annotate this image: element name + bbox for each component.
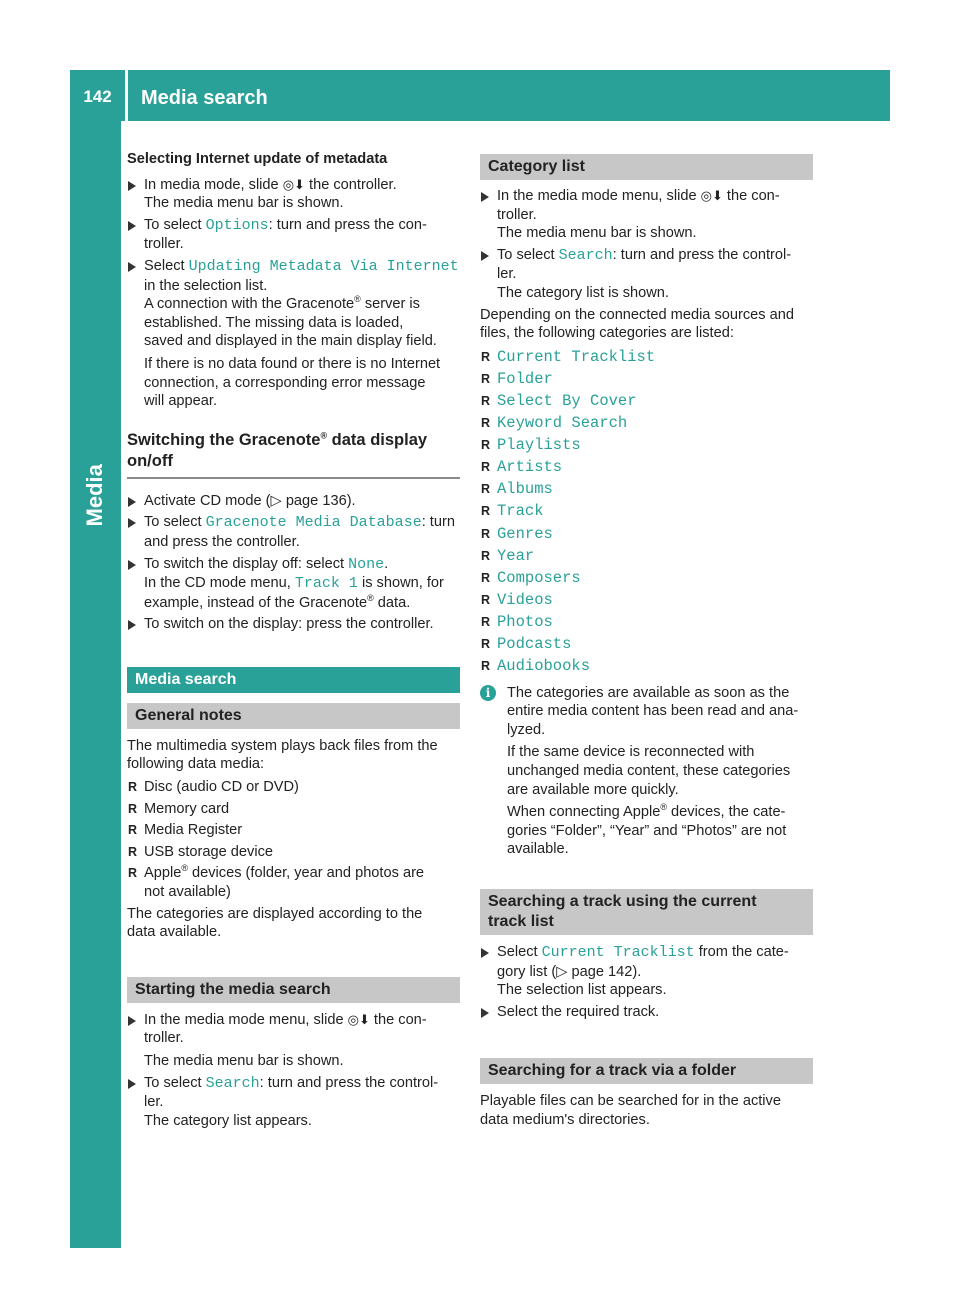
bullet-icon: R bbox=[128, 801, 138, 816]
list-item: R Apple® devices (folder, year and photos are not available) bbox=[128, 863, 425, 901]
bullet-icon: R bbox=[128, 866, 138, 881]
bullet-icon: R bbox=[481, 349, 491, 364]
step-arrow-icon bbox=[481, 251, 489, 261]
menu-option: None bbox=[348, 555, 385, 573]
left-column: Selecting Internet update of metadata In media mode, slide ◎⬇ the controller. The media menu bar is shown. To select Options: turn and press the con- troller. Select Updating Metadata Via Internet in the selection list. A connection with the Gracenote® server is established. The missing data is loaded, saved and displayed in the main display field. If there is no data found or there is no Internet connection, a corresponding error message will appear. Switching the Gracenote® data display on/off Activate CD mode (▷ page 136). To select Gracenote Media Database: turn and press the controller. To switch the display off: select None. In the CD mode menu, Track 1 is shown, for example, instead of the Gracenote® data. To switch on the display: press the controller. Media search General notes The multimedia system plays back files from the following data media: R Disc (audio CD or DVD) R Memory card R Media Register R USB storage device R Apple® devices (folder, year and photos are not available) The categories are displayed according to the data available. Starting the media search In the media mode menu, slide ◎⬇ the con- troller. The media menu bar is shown. To select Search: turn and press the control- ler. The category list appears. bbox=[127, 151, 459, 1129]
step-arrow-icon bbox=[481, 192, 489, 202]
side-tab bbox=[70, 121, 121, 1248]
section-bar-searching-folder: Searching for a track via a folder bbox=[480, 1058, 813, 1084]
category-item: R Podcasts bbox=[481, 634, 572, 653]
bullet-icon: R bbox=[481, 460, 491, 475]
controller-slide-icon: ◎⬇ bbox=[282, 176, 305, 192]
bullet-icon: R bbox=[128, 823, 138, 838]
section-bar-searching-current: Searching a track using the current track list bbox=[480, 889, 813, 935]
bullet-icon: R bbox=[128, 844, 138, 859]
step-arrow-icon bbox=[481, 1008, 489, 1018]
step: In media mode, slide ◎⬇ the controller. The media menu bar is shown. bbox=[127, 176, 460, 213]
category-item: R Albums bbox=[481, 480, 553, 499]
section-bar-general-notes: General notes bbox=[127, 703, 460, 729]
category-item: R Year bbox=[481, 546, 535, 565]
header-divider bbox=[125, 70, 128, 121]
menu-option: Options bbox=[205, 216, 269, 234]
step: In the media mode menu, slide ◎⬇ the con- troller. The media menu bar is shown. bbox=[480, 187, 813, 243]
step-arrow-icon bbox=[128, 262, 136, 272]
side-tab-label: Media bbox=[82, 463, 108, 527]
category-item: R Composers bbox=[481, 568, 581, 587]
list-item: R Media Register bbox=[128, 822, 243, 839]
step-arrow-icon bbox=[481, 948, 489, 958]
section-bar-starting: Starting the media search bbox=[127, 977, 460, 1003]
step: In the media mode menu, slide ◎⬇ the con- troller. The media menu bar is shown. bbox=[127, 1011, 460, 1071]
bullet-icon: R bbox=[481, 592, 491, 607]
menu-option: Updating Metadata Via Internet bbox=[188, 257, 459, 275]
step-arrow-icon bbox=[128, 560, 136, 570]
right-column: Category list In the media mode menu, slide ◎⬇ the con- troller. The media menu bar is shown. To select Search: turn and press the control- ler. The category list is shown. Depending on the connected media sources and files, the following categories are listed: R Current Tracklist R Folder R Select By Cover R Keyword Search R Playlists R Artists R Albums R Track R Genres R Year R Composers R Videos R Photos R Podcasts R Audiobooks i The categories are available as soon as the entire media content has been read and ana- lyzed. If the same device is reconnected with unchanged media content, these categories are available more quickly. When connecting Apple® devices, the cate- gories “Folder”, “Year” and “Photos” are not available. Searching a track using the current track list Select Current Tracklist from the cate- gory list (▷ page 142). The selection list appears. Select the required track. Searching for a track via a folder Playable files can be searched for in the active data medium's directories. bbox=[480, 150, 813, 1130]
step-arrow-icon bbox=[128, 181, 136, 191]
bullet-icon: R bbox=[481, 393, 491, 408]
bullet-icon: R bbox=[481, 504, 491, 519]
section-bar-category-list: Category list bbox=[480, 154, 813, 180]
bullet-icon: R bbox=[481, 482, 491, 497]
step: To switch the display off: select None. In the CD mode menu, Track 1 is shown, for example, instead of the Gracenote® data. bbox=[127, 555, 460, 613]
step-arrow-icon bbox=[128, 620, 136, 630]
category-item: R Track bbox=[481, 502, 544, 521]
menu-option: Current Tracklist bbox=[541, 944, 695, 961]
step: To select Search: turn and press the control- ler. The category list appears. bbox=[127, 1074, 460, 1131]
step: To select Gracenote Media Database: turn and press the controller. bbox=[127, 513, 460, 551]
category-item: R Select By Cover bbox=[481, 391, 637, 410]
section-heading-metadata: Selecting Internet update of metadata bbox=[127, 151, 388, 167]
page-ref-icon: ▷ bbox=[270, 492, 282, 509]
bullet-icon: R bbox=[481, 570, 491, 585]
step-arrow-icon bbox=[128, 518, 136, 528]
controller-slide-icon: ◎⬇ bbox=[347, 1011, 370, 1027]
step: Activate CD mode (▷ page 136). bbox=[127, 492, 460, 511]
category-item: R Folder bbox=[481, 369, 553, 388]
menu-option: Search bbox=[205, 1074, 260, 1092]
step: Select Updating Metadata Via Internet in the selection list. A connection with the Gracenote® server is established. The missing data is loaded, saved and displayed in the main display field. If there is no data found or there is no Internet connection, a corresponding error message will appear. bbox=[127, 257, 460, 411]
info-note: i The categories are available as soon as the entire media content has been read and ana- lyzed. If the same device is reconnected with unchanged media content, these categories are available more quickly. When connecting Apple® devices, the cate- gories “Folder”, “Year” and “Photos” are not available. bbox=[480, 684, 813, 859]
controller-slide-icon: ◎⬇ bbox=[700, 188, 723, 203]
menu-option: Track 1 bbox=[294, 575, 358, 593]
step-arrow-icon bbox=[128, 497, 136, 507]
side-tab-label-box bbox=[70, 445, 121, 545]
registered-mark: ® bbox=[354, 294, 361, 305]
bullet-icon: R bbox=[128, 780, 138, 795]
bullet-icon: R bbox=[481, 614, 491, 629]
bullet-icon: R bbox=[481, 416, 491, 431]
list-item: R USB storage device bbox=[128, 843, 273, 860]
step: To select Search: turn and press the control- ler. The category list is shown. bbox=[480, 246, 813, 303]
bullet-icon: R bbox=[481, 548, 491, 563]
page-ref-icon: ▷ bbox=[556, 963, 568, 980]
section-bar-media-search: Media search bbox=[127, 667, 460, 693]
menu-option: Search bbox=[558, 246, 613, 264]
step: Select the required track. bbox=[480, 1003, 813, 1022]
category-item: R Photos bbox=[481, 612, 553, 631]
page-number: 142 bbox=[83, 87, 112, 106]
list-item: R Memory card bbox=[128, 800, 230, 817]
list-item: R Disc (audio CD or DVD) bbox=[128, 779, 299, 796]
step-arrow-icon bbox=[128, 1079, 136, 1089]
category-item: R Artists bbox=[481, 458, 563, 477]
category-item: R Current Tracklist bbox=[481, 347, 656, 366]
page-title: Media search bbox=[141, 87, 268, 109]
category-item: R Genres bbox=[481, 524, 553, 543]
category-item: R Audiobooks bbox=[481, 657, 591, 676]
menu-option: Gracenote Media Database bbox=[205, 514, 422, 532]
info-icon: i bbox=[480, 685, 496, 701]
bullet-icon: R bbox=[481, 659, 491, 674]
bullet-icon: R bbox=[481, 526, 491, 541]
bullet-icon: R bbox=[481, 636, 491, 651]
step-arrow-icon bbox=[128, 1016, 136, 1026]
step: Select Current Tracklist from the cate- gory list (▷ page 142). The selection list appears. bbox=[480, 943, 813, 1000]
bullet-icon: R bbox=[481, 438, 491, 453]
bullet-icon: R bbox=[481, 371, 491, 386]
step: To switch on the display: press the controller. bbox=[127, 615, 460, 634]
step: To select Options: turn and press the con- troller. bbox=[127, 216, 460, 254]
section-heading-gracenote: Switching the Gracenote® data display on/off bbox=[127, 430, 460, 479]
category-item: R Playlists bbox=[481, 436, 581, 455]
category-item: R Videos bbox=[481, 590, 553, 609]
category-item: R Keyword Search bbox=[481, 414, 628, 433]
step-arrow-icon bbox=[128, 221, 136, 231]
